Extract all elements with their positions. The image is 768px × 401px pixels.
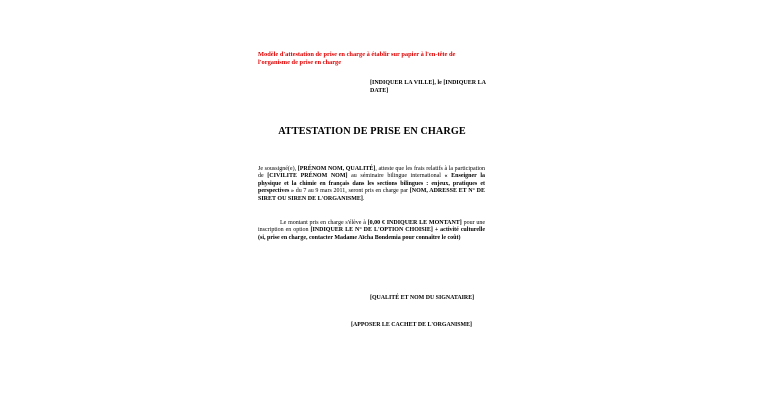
text-run: Le montant pris en charge s'élève à bbox=[280, 220, 368, 226]
template-note: Modèle d'attestation de prise en charge à établir sur papier à l'en-tête de l'organisme de prise en charge bbox=[258, 51, 456, 67]
stamp-placeholder: [APPOSER LE CACHET DE L'ORGANISME] bbox=[351, 322, 472, 328]
option-placeholder: [INDIQUER LE N° DE L'OPTION CHOISIE] + activité culturelle (si, prise en charge, contacter Madame Aïcha Bondemia pour connaître le coût) bbox=[258, 227, 485, 241]
text-run: au séminaire bilingue international bbox=[347, 173, 445, 180]
text-run: Je soussigné(e), bbox=[258, 166, 298, 172]
signer-placeholder: [PRÉNOM NOM, QUALITÉ] bbox=[297, 166, 376, 172]
text-run: . bbox=[362, 195, 365, 202]
paragraph-amount bbox=[258, 220, 485, 242]
signatory-placeholder: [QUALITÉ ET NOM DU SIGNATAIRE] bbox=[370, 295, 475, 301]
amount-placeholder: [0,00 € INDIQUER LE MONTANT] bbox=[367, 220, 462, 226]
text-run: pour une inscription en option bbox=[258, 220, 485, 234]
document-title: ATTESTATION DE PRISE EN CHARGE bbox=[278, 126, 466, 137]
paragraph-certification bbox=[258, 166, 485, 203]
text-run: du 7 au 9 mars 2011, seront pris en charge par bbox=[294, 188, 410, 195]
text-run: , atteste que les frais relatifs à la participation de bbox=[258, 166, 485, 180]
seminar-title: « Enseigner la physique et la chimie en français dans les sections bilingues : enjeux, pratiques et perspectives » bbox=[258, 173, 485, 195]
participant-placeholder: [CIVILITE PRÉNOM NOM] bbox=[267, 173, 348, 180]
organization-placeholder: [NOM, ADRESSE ET N° DE SIRET OU SIREN DE L'ORGANISME] bbox=[258, 188, 485, 202]
place-date-line: [INDIQUER LA VILLE], le [INDIQUER LA DATE] bbox=[370, 80, 486, 94]
